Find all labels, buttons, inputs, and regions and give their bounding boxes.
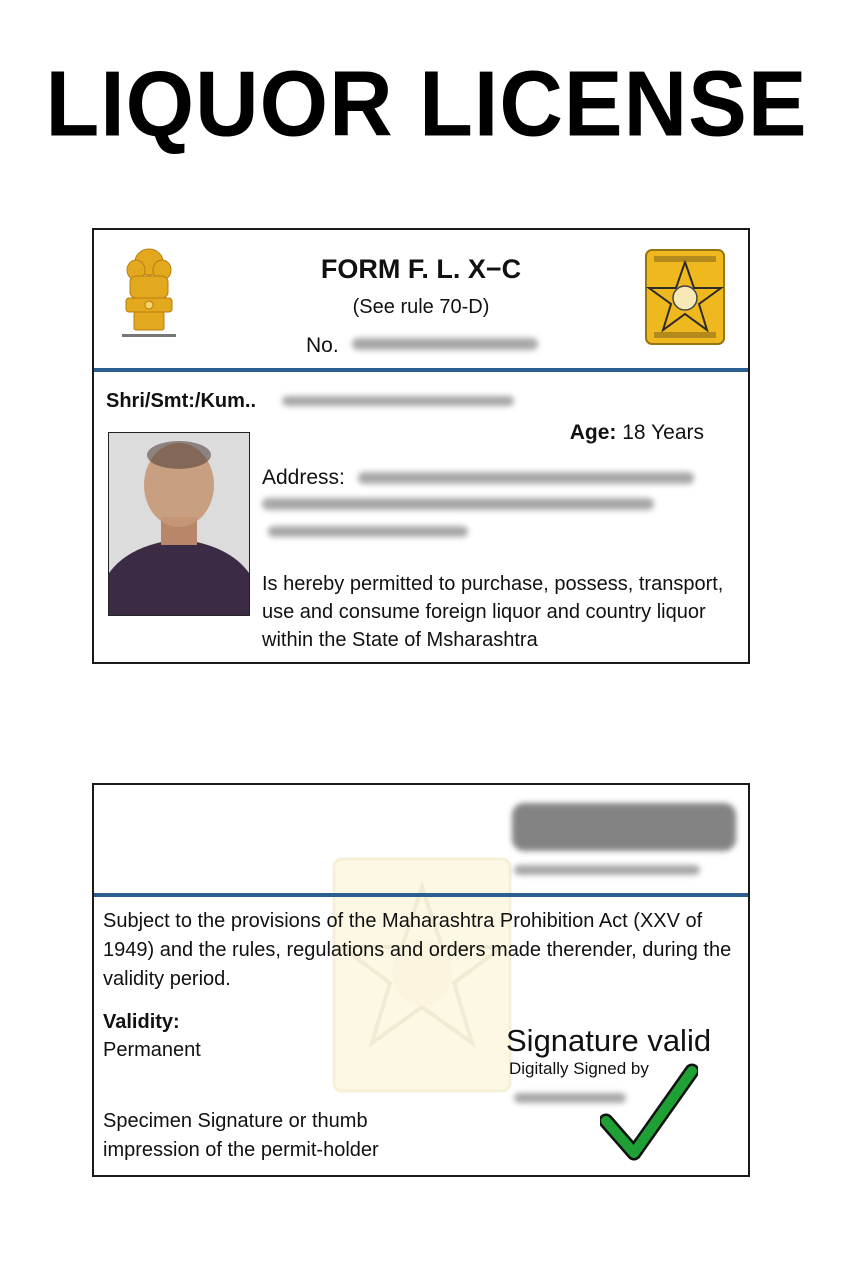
specimen-signature-text: Specimen Signature or thumb impression of the permit-holder bbox=[103, 1110, 379, 1161]
digitally-signed-label: Digitally Signed by bbox=[509, 1059, 649, 1078]
divider-rule bbox=[94, 368, 748, 372]
name-label: Shri/Smt:/Kum.. bbox=[106, 390, 257, 412]
form-number-label: No. bbox=[306, 334, 339, 357]
age-label: Age: bbox=[569, 421, 617, 444]
redacted-issuer-line bbox=[514, 865, 700, 875]
redacted-number bbox=[352, 338, 538, 350]
permit-statement: Is hereby permitted to purchase, possess, transport, use and consume foreign liquor and country liquor within the State of Msharashtra bbox=[262, 573, 724, 651]
form-rule: (See rule 70-D) bbox=[352, 296, 490, 318]
license-card-front bbox=[92, 228, 750, 664]
redacted-issuer-block bbox=[512, 803, 736, 851]
divider-rule bbox=[94, 893, 748, 897]
person-photo-icon bbox=[109, 433, 249, 615]
license-card-back bbox=[92, 783, 750, 1177]
redacted-address-line-2 bbox=[262, 498, 654, 510]
redacted-address-line-1 bbox=[358, 472, 694, 484]
page-title: LIQUOR LICENSE bbox=[45, 51, 808, 156]
redacted-address-line-3 bbox=[268, 526, 468, 537]
signature-valid-label: Signature valid bbox=[506, 1023, 712, 1058]
redacted-name bbox=[282, 396, 514, 406]
age-value: 18 Years bbox=[622, 421, 704, 444]
validity-value: Permanent bbox=[103, 1039, 201, 1061]
holder-photo bbox=[108, 432, 250, 616]
form-title: FORM F. L. X−C bbox=[320, 254, 522, 284]
address-label: Address: bbox=[262, 466, 345, 489]
age-field bbox=[570, 421, 704, 445]
provisions-text: Subject to the provisions of the Maharashtra Prohibition Act (XXV of 1949) and the rules, regulations and orders made therender, during the validity period. bbox=[103, 910, 732, 990]
green-checkmark-icon bbox=[600, 1063, 698, 1163]
validity-label: Validity: bbox=[103, 1011, 180, 1033]
